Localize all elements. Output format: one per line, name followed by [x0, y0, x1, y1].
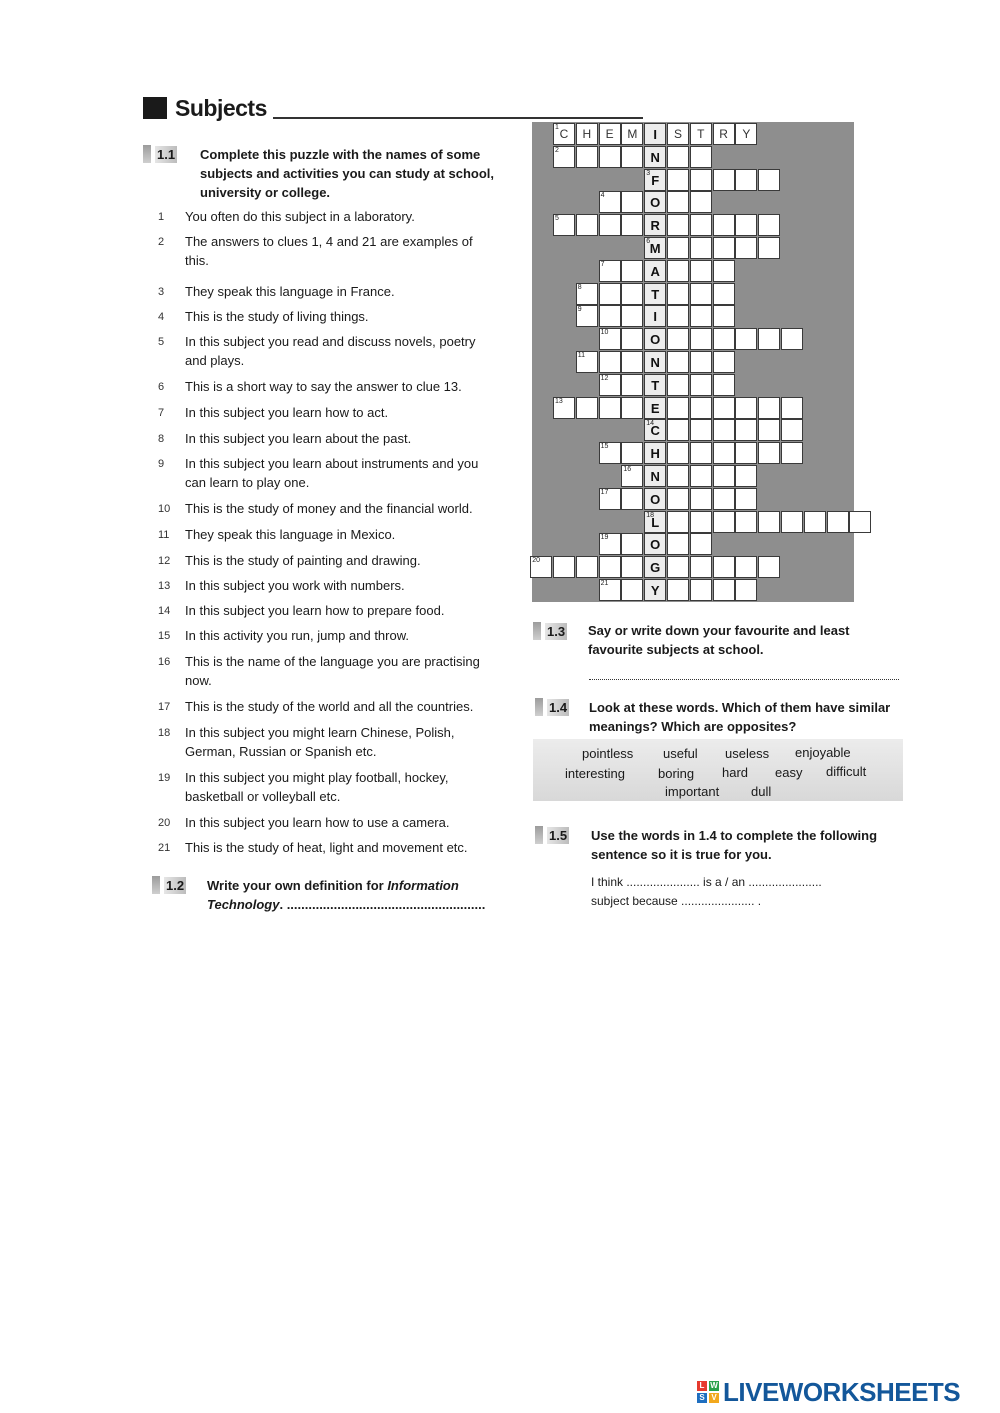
- crossword-cell[interactable]: [781, 397, 803, 419]
- clue-text: This is the study of the world and all the countries.: [185, 699, 474, 714]
- crossword-clue-number: 10: [600, 329, 609, 337]
- crossword-cell[interactable]: [713, 328, 735, 350]
- crossword-cell[interactable]: [667, 511, 689, 533]
- page-title-wrap: [143, 95, 513, 121]
- crossword-clue-number: 7: [600, 260, 605, 268]
- word-useful: useful: [663, 746, 698, 761]
- liveworksheets-icon: L W S V: [697, 1380, 721, 1404]
- crossword-key-cell: [644, 465, 666, 487]
- crossword-cell[interactable]: [667, 442, 689, 464]
- crossword-letter: H: [582, 127, 592, 141]
- crossword-letter: I: [653, 127, 657, 142]
- crossword-letter: I: [653, 309, 657, 325]
- crossword-cell[interactable]: [599, 191, 621, 213]
- crossword-cell[interactable]: [781, 419, 803, 441]
- clue-text: They speak this language in Mexico.: [185, 527, 396, 542]
- crossword-cell[interactable]: [735, 123, 757, 145]
- crossword-cell[interactable]: [621, 146, 643, 168]
- clue-text: This is a short way to say the answer to clue 13.: [185, 379, 462, 394]
- crossword-cell[interactable]: [599, 146, 621, 168]
- crossword-cell[interactable]: [713, 237, 735, 259]
- crossword-clue-number: 5: [555, 215, 559, 223]
- crossword-cell[interactable]: [621, 579, 643, 601]
- exercise-badge-1-5: 1.5: [535, 826, 569, 844]
- crossword-letter: O: [650, 537, 661, 553]
- exercise-1-2-instruction: Write your own definition for Information Technology. .......................................................: [207, 878, 486, 912]
- crossword-key-cell: [644, 305, 666, 327]
- crossword-cell[interactable]: [735, 169, 757, 191]
- crossword-cell[interactable]: [735, 488, 757, 510]
- crossword-clue-number: 6: [646, 238, 651, 245]
- crossword-clue-number: 19: [600, 534, 609, 542]
- clue-text: In this activity you run, jump and throw.: [185, 628, 409, 643]
- clue-number: 15: [158, 630, 171, 642]
- crossword-clue-number: 3: [646, 169, 651, 177]
- crossword-cell[interactable]: [781, 442, 803, 464]
- crossword-clue-number: 9: [577, 306, 582, 314]
- crossword-cell[interactable]: [713, 419, 735, 441]
- crossword-cell[interactable]: [758, 169, 780, 191]
- crossword-key-cell: [644, 442, 666, 464]
- clue-text: This is the name of the language you are practising now.: [185, 654, 480, 688]
- crossword-letter: G: [650, 560, 661, 576]
- clue-number: 3: [158, 286, 165, 298]
- crossword-letter: E: [650, 400, 660, 416]
- crossword-cell[interactable]: [576, 283, 598, 305]
- clue-text: In this subject you learn how to use a camera.: [185, 815, 450, 830]
- clue-text: This is the study of painting and drawing.: [185, 553, 421, 568]
- crossword-cell[interactable]: [713, 351, 735, 373]
- crossword-cell[interactable]: [553, 397, 575, 419]
- crossword-cell[interactable]: [667, 465, 689, 487]
- crossword-cell[interactable]: [758, 419, 780, 441]
- crossword-cell[interactable]: [758, 214, 780, 236]
- word-difficult: difficult: [826, 764, 867, 779]
- crossword-cell[interactable]: [690, 488, 712, 510]
- crossword-cell[interactable]: [758, 511, 780, 533]
- clue-text: In this subject you learn about instruments and you can learn to play one.: [185, 456, 479, 490]
- clue-number: 19: [158, 772, 171, 784]
- crossword-cell[interactable]: [667, 283, 689, 305]
- crossword-cell[interactable]: [621, 465, 643, 487]
- crossword-cell[interactable]: [621, 328, 643, 350]
- crossword-cell[interactable]: [690, 283, 712, 305]
- crossword-letter: F: [651, 172, 660, 188]
- crossword-cell[interactable]: [599, 351, 621, 373]
- crossword-cell[interactable]: [690, 237, 712, 259]
- clue-number: 7: [158, 407, 165, 419]
- word-important: important: [665, 784, 720, 799]
- crossword-clue-number: 15: [600, 443, 609, 451]
- crossword-cell[interactable]: [804, 511, 826, 533]
- crossword-cell[interactable]: [576, 397, 598, 419]
- crossword-cell[interactable]: [599, 283, 621, 305]
- crossword-cell[interactable]: [713, 374, 735, 396]
- crossword-cell[interactable]: [621, 214, 643, 236]
- crossword-cell[interactable]: [735, 579, 757, 601]
- crossword-letter: C: [650, 423, 660, 439]
- exercise-badge-1-1: 1.1: [143, 145, 177, 163]
- crossword-cell[interactable]: [713, 511, 735, 533]
- clue-number: 1: [158, 211, 165, 223]
- crossword-cell[interactable]: [690, 169, 712, 191]
- exercise-1-3-instruction: Say or write down your favourite and least favourite subjects at school.: [588, 623, 850, 657]
- crossword-cell[interactable]: [553, 123, 575, 145]
- crossword-letter: M: [627, 127, 638, 141]
- crossword-letter: M: [649, 241, 661, 256]
- crossword-cell[interactable]: [576, 123, 598, 145]
- crossword-cell[interactable]: [553, 146, 575, 168]
- crossword-cell[interactable]: [599, 397, 621, 419]
- exercise-1-4-instruction: Look at these words. Which of them have similar meanings? Which are opposites?: [589, 700, 891, 734]
- crossword-cell[interactable]: [758, 442, 780, 464]
- crossword-cell[interactable]: [735, 556, 757, 578]
- crossword-cell[interactable]: [690, 397, 712, 419]
- crossword-cell[interactable]: [690, 374, 712, 396]
- crossword-cell[interactable]: [621, 123, 643, 145]
- crossword-cell[interactable]: [621, 488, 643, 510]
- crossword-cell[interactable]: [553, 214, 575, 236]
- crossword-letter: O: [650, 195, 661, 211]
- crossword-letter: R: [719, 127, 728, 141]
- crossword-cell[interactable]: [667, 260, 689, 282]
- crossword-cell[interactable]: [735, 237, 757, 259]
- crossword-clue-number: 4: [600, 192, 605, 200]
- clue-text: This is the study of living things.: [185, 309, 369, 324]
- exercise-badge-1-2: 1.2: [152, 876, 186, 894]
- crossword-cell[interactable]: [667, 123, 689, 145]
- word-easy: easy: [775, 765, 803, 780]
- crossword-cell[interactable]: [621, 191, 643, 213]
- crossword-letter: A: [650, 263, 660, 279]
- clue-number: 4: [158, 311, 165, 323]
- crossword-cell[interactable]: [758, 556, 780, 578]
- clue-number: 20: [158, 817, 171, 829]
- crossword-cell[interactable]: [690, 214, 712, 236]
- sentence-line-2[interactable]: subject because ...................... .: [591, 894, 762, 908]
- clue-number: 2: [158, 236, 165, 248]
- crossword-cell[interactable]: [599, 328, 621, 350]
- crossword-key-cell: [644, 260, 666, 282]
- crossword-cell[interactable]: [690, 511, 712, 533]
- crossword-clue-number: 11: [577, 352, 586, 359]
- clue-text: In this subject you might play football, hockey, basketball or volleyball etc.: [185, 770, 449, 804]
- crossword-letter: T: [651, 377, 660, 393]
- crossword-cell[interactable]: [667, 214, 689, 236]
- crossword-cell[interactable]: [735, 328, 757, 350]
- crossword-cell[interactable]: [667, 351, 689, 373]
- clue-text: This is the study of heat, light and movement etc.: [185, 840, 468, 855]
- crossword-cell[interactable]: [621, 533, 643, 555]
- crossword-cell[interactable]: [713, 260, 735, 282]
- crossword-cell[interactable]: [667, 374, 689, 396]
- crossword-key-cell: [644, 169, 666, 191]
- crossword-cell[interactable]: [621, 305, 643, 327]
- crossword-cell[interactable]: [713, 169, 735, 191]
- crossword-cell[interactable]: [713, 488, 735, 510]
- crossword-key-cell: [644, 237, 666, 259]
- crossword-cell[interactable]: [599, 442, 621, 464]
- clue-text: In this subject you work with numbers.: [185, 578, 405, 593]
- crossword-clue-number: 2: [555, 146, 559, 154]
- crossword-cell[interactable]: [530, 556, 552, 578]
- crossword-cell[interactable]: [621, 556, 643, 578]
- crossword-cell[interactable]: [667, 419, 689, 441]
- clue-number: 17: [158, 701, 171, 713]
- crossword-cell[interactable]: [690, 556, 712, 578]
- clue-text: They speak this language in France.: [185, 284, 395, 299]
- crossword-cell[interactable]: [690, 123, 712, 145]
- crossword-cell[interactable]: [735, 442, 757, 464]
- clue-number: 11: [158, 529, 170, 541]
- brand-name: LIVEWORKSHEETS: [723, 1376, 961, 1407]
- word-dull: dull: [751, 784, 772, 799]
- crossword-cell[interactable]: [713, 283, 735, 305]
- crossword-cell[interactable]: [599, 488, 621, 510]
- crossword-cell[interactable]: [553, 556, 575, 578]
- crossword-clue-number: 8: [577, 283, 582, 291]
- crossword-letter: E: [605, 127, 614, 141]
- crossword-cell[interactable]: [599, 374, 621, 396]
- crossword-cell[interactable]: [735, 419, 757, 441]
- crossword-cell[interactable]: [690, 465, 712, 487]
- crossword-cell[interactable]: [690, 351, 712, 373]
- crossword-key-cell: [644, 533, 666, 555]
- crossword-cell[interactable]: [781, 511, 803, 533]
- crossword-cell[interactable]: [690, 260, 712, 282]
- crossword-cell[interactable]: [690, 442, 712, 464]
- crossword-cell[interactable]: [576, 556, 598, 578]
- clue-number: 18: [158, 727, 171, 739]
- clue-text: In this subject you learn about the past.: [185, 431, 412, 446]
- crossword-cell[interactable]: [758, 397, 780, 419]
- clue-number: 5: [158, 336, 165, 348]
- crossword-cell[interactable]: [690, 579, 712, 601]
- crossword-letter: C: [559, 127, 569, 141]
- sentence-line-1[interactable]: I think ...................... is a / an ......................: [591, 875, 822, 889]
- crossword-clue-number: 1: [555, 124, 559, 131]
- clue-number: 6: [158, 381, 165, 393]
- crossword-key-cell: [644, 123, 666, 145]
- clue-text: In this subject you learn how to act.: [185, 405, 389, 420]
- crossword-letter: N: [650, 149, 660, 165]
- crossword-cell[interactable]: [621, 397, 643, 419]
- crossword-key-cell: [644, 191, 666, 213]
- crossword-cell[interactable]: [621, 374, 643, 396]
- crossword-cell[interactable]: [599, 123, 621, 145]
- crossword-cell[interactable]: [576, 305, 598, 327]
- crossword-cell[interactable]: [713, 579, 735, 601]
- clue-number: 8: [158, 433, 165, 445]
- clue-text: The answers to clues 1, 4 and 21 are examples of this.: [185, 234, 473, 268]
- clue-text: This is the study of money and the financial world.: [185, 501, 473, 516]
- crossword-key-cell: [644, 556, 666, 578]
- crossword-cell[interactable]: [621, 283, 643, 305]
- crossword-cell[interactable]: [827, 511, 849, 533]
- crossword-letter: H: [650, 446, 660, 462]
- crossword-cell[interactable]: [667, 237, 689, 259]
- crossword-cell[interactable]: [599, 305, 621, 327]
- clue-text: In this subject you learn how to prepare food.: [185, 603, 445, 618]
- clue-text: In this subject you read and discuss novels, poetry and plays.: [185, 334, 476, 368]
- crossword-cell[interactable]: [690, 146, 712, 168]
- crossword-letter: Y: [650, 583, 660, 598]
- clue-text: In this subject you might learn Chinese, Polish, German, Russian or Spanish etc.: [185, 725, 455, 759]
- word-boring: boring: [658, 766, 695, 781]
- word-useless: useless: [725, 746, 770, 761]
- crossword-key-cell: [644, 146, 666, 168]
- crossword-cell[interactable]: [599, 579, 621, 601]
- crossword-cell[interactable]: [713, 397, 735, 419]
- liveworksheets-logo[interactable]: [697, 1378, 960, 1406]
- crossword-letter: S: [673, 127, 682, 141]
- clue-number: 16: [158, 656, 171, 668]
- crossword-letter: R: [650, 218, 660, 234]
- crossword-cell[interactable]: [713, 556, 735, 578]
- crossword-key-cell: [644, 419, 666, 441]
- title-marker: [143, 97, 167, 119]
- crossword-cell[interactable]: [667, 579, 689, 601]
- crossword-cell[interactable]: [667, 191, 689, 213]
- crossword-clue-number: 16: [623, 466, 632, 473]
- crossword-cell[interactable]: [690, 305, 712, 327]
- crossword-cell[interactable]: [690, 191, 712, 213]
- crossword-key-cell: [644, 283, 666, 305]
- crossword-cell[interactable]: [735, 214, 757, 236]
- crossword-cell[interactable]: [713, 465, 735, 487]
- crossword-cell[interactable]: [713, 305, 735, 327]
- crossword-cell[interactable]: [781, 328, 803, 350]
- crossword-cell[interactable]: [758, 237, 780, 259]
- clue-number: 21: [158, 842, 171, 854]
- crossword-letter: Y: [742, 127, 751, 141]
- clue-number: 12: [158, 555, 171, 567]
- page-title: Subjects: [175, 95, 267, 121]
- crossword-cell[interactable]: [667, 533, 689, 555]
- crossword-cell[interactable]: [713, 214, 735, 236]
- crossword-cell[interactable]: [599, 556, 621, 578]
- crossword-letter: N: [650, 355, 660, 370]
- clue-text: You often do this subject in a laboratory.: [185, 209, 415, 224]
- crossword-cell[interactable]: [667, 146, 689, 168]
- crossword-cell[interactable]: [599, 260, 621, 282]
- crossword-cell[interactable]: [576, 351, 598, 373]
- crossword-letter: N: [650, 469, 660, 484]
- crossword-cell[interactable]: [849, 511, 871, 533]
- crossword-clue-number: 14: [646, 420, 654, 428]
- crossword-cell[interactable]: [621, 351, 643, 373]
- crossword-key-cell: [644, 328, 666, 350]
- word-enjoyable: enjoyable: [795, 745, 851, 760]
- crossword-key-cell: [644, 397, 666, 419]
- crossword-cell[interactable]: [690, 328, 712, 350]
- crossword-key-cell: [644, 488, 666, 510]
- crossword-cell[interactable]: [667, 169, 689, 191]
- crossword-cell[interactable]: [735, 511, 757, 533]
- crossword-cell[interactable]: [621, 260, 643, 282]
- crossword-cell[interactable]: [667, 556, 689, 578]
- crossword-letter: O: [650, 491, 661, 507]
- clue-number: 14: [158, 605, 171, 617]
- crossword-cell[interactable]: [599, 533, 621, 555]
- word-interesting: interesting: [565, 766, 625, 781]
- crossword-cell[interactable]: [576, 214, 598, 236]
- crossword-letter: L: [651, 514, 660, 530]
- crossword-cell[interactable]: [713, 123, 735, 145]
- crossword-key-cell: [644, 214, 666, 236]
- crossword-key-cell: [644, 351, 666, 373]
- clue-number: 9: [158, 458, 165, 470]
- crossword-cell[interactable]: [690, 419, 712, 441]
- crossword-letter: T: [697, 127, 705, 141]
- exercise-badge-1-4: 1.4: [535, 698, 569, 716]
- clue-number: 10: [158, 503, 171, 515]
- crossword-clue-number: 17: [600, 488, 609, 496]
- exercise-badge-1-3: 1.3: [533, 622, 567, 640]
- crossword-letter: T: [651, 286, 660, 302]
- crossword-cell[interactable]: [667, 488, 689, 510]
- answer-line-1-3[interactable]: [589, 678, 899, 680]
- crossword-clue-number: 20: [532, 557, 540, 565]
- crossword-cell[interactable]: [599, 214, 621, 236]
- crossword-key-cell: [644, 511, 666, 533]
- title-underline: [273, 117, 643, 119]
- crossword-cell[interactable]: [735, 397, 757, 419]
- crossword-clue-number: 12: [600, 374, 609, 382]
- crossword-key-cell: [644, 374, 666, 396]
- crossword-cell[interactable]: [667, 397, 689, 419]
- crossword-letter: O: [650, 332, 661, 348]
- crossword-cell[interactable]: [735, 465, 757, 487]
- crossword-cell[interactable]: [667, 305, 689, 327]
- crossword-cell[interactable]: [713, 442, 735, 464]
- crossword-clue-number: 13: [555, 397, 563, 405]
- exercise-1-5-instruction: Use the words in 1.4 to complete the following sentence so it is true for you.: [591, 828, 878, 862]
- word-hard: hard: [722, 765, 749, 780]
- exercise-1-1-instruction: Complete this puzzle with the names of some subjects and activities you can study at school, university or college.: [200, 147, 495, 200]
- crossword-cell[interactable]: [621, 442, 643, 464]
- clue-number: 13: [158, 580, 171, 592]
- crossword-cell[interactable]: [576, 146, 598, 168]
- crossword-clue-number: 18: [646, 511, 654, 519]
- crossword-key-cell: [644, 579, 666, 601]
- crossword-cell[interactable]: [758, 328, 780, 350]
- crossword-cell[interactable]: [667, 328, 689, 350]
- crossword-cell[interactable]: [690, 533, 712, 555]
- crossword-clue-number: 21: [600, 580, 609, 587]
- word-pointless: pointless: [582, 746, 634, 761]
